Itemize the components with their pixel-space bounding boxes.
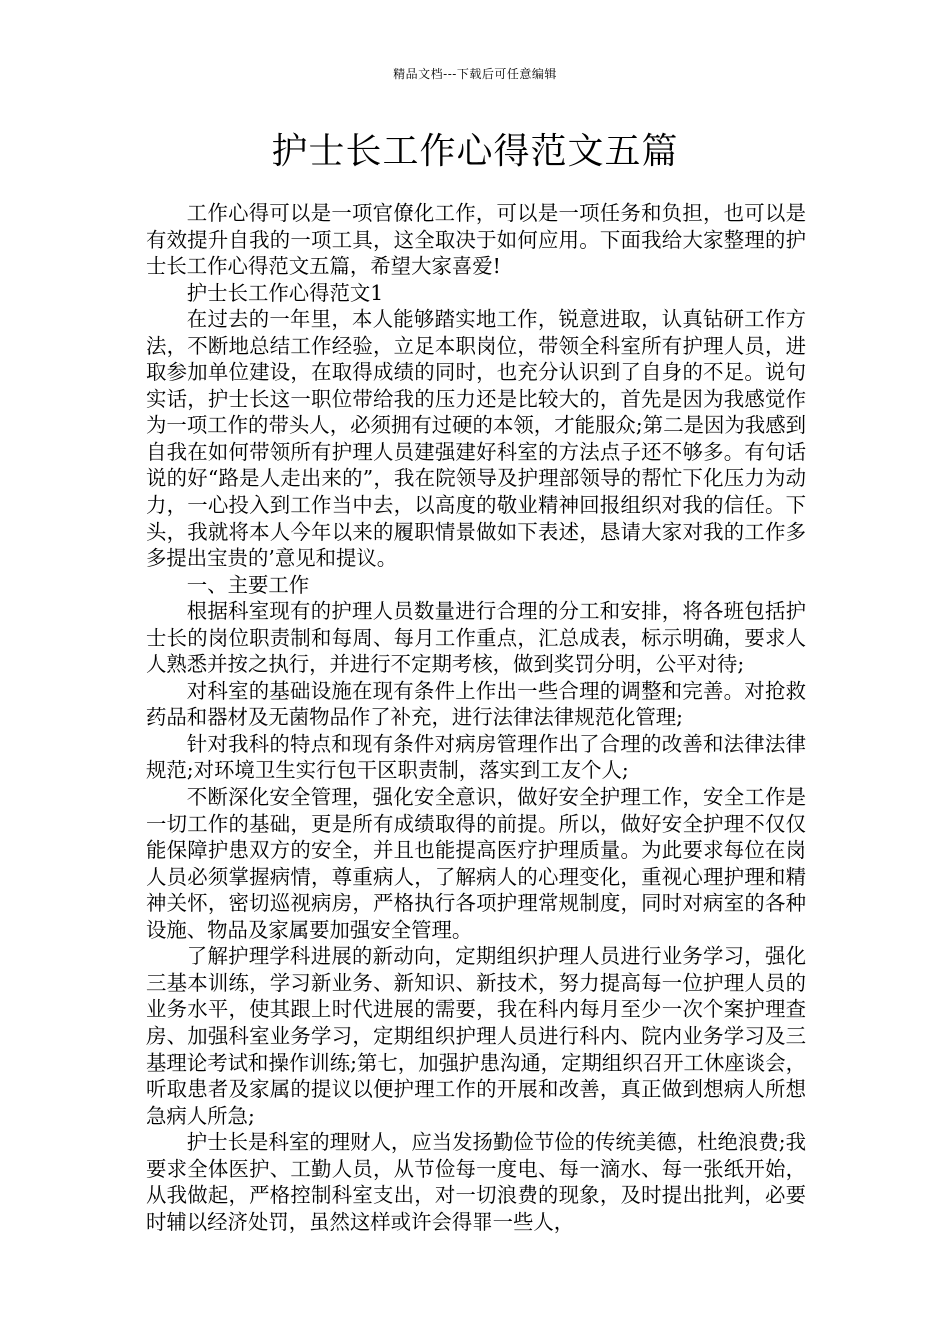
paragraph: 护士长是科室的理财人，应当发扬勤俭节俭的传统美德，杜绝浪费;我要求全体医护、工勤人员，从节俭每一度电、每一滴水、每一张纸开始，从我做起，严格控制科室支出，对一切浪费的现象，及时提出批判，必要时辅以经济处罚，虽然这样或许会得罪一些人， [146,1130,806,1234]
paragraph: 针对我科的特点和现有条件对病房管理作出了合理的改善和法律法律规范;对环境卫生实行包干区职责制，落实到工友个人; [146,731,806,783]
page-header-note: 精品文档---下载后可任意编辑 [393,67,557,81]
document-title: 护士长工作心得范文五篇 [271,131,679,172]
paragraph: 在过去的一年里，本人能够踏实地工作，锐意进取，认真钻研工作方法，不断地总结工作经验，立足本职岗位，带领全科室所有护理人员，进取参加单位建设，在取得成绩的同时，也充分认识到了自身的不足。说句实话，护士长这一职位带给我的压力还是比较大的，首先是因为我感觉作为一项工作的带头人，必须拥有过硬的本领，才能服众;第二是因为我感到自我在如何带领所有护理人员建强建好科室的方法点子还不够多。有句话说的好“路是人走出来的”，我在院领导及护理部领导的帮忙下化压力为动力，一心投入到工作当中去，以高度的敬业精神回报组织对我的信任。下头，我就将本人今年以来的履职情景做如下表述，恳请大家对我的工作多多提出宝贵的’意见和提议。 [146,307,806,571]
section-heading-sample-1: 护士长工作心得范文1 [186,280,384,305]
section-heading-main-work: 一、主要工作 [186,572,310,597]
paragraph: 根据科室现有的护理人员数量进行合理的分工和安排，将各班包括护士长的岗位职责制和每周、每月工作重点，汇总成表，标示明确，要求人人熟悉并按之执行，并进行不定期考核，做到奖罚分明，公平对待; [146,599,806,677]
paragraph-intro: 工作心得可以是一项官僚化工作，可以是一项任务和负担，也可以是有效提升自我的一项工具，这全取决于如何应用。下面我给大家整理的护士长工作心得范文五篇，希望大家喜爱! [146,201,806,279]
paragraph: 了解护理学科进展的新动向，定期组织护理人员进行业务学习，强化三基本训练，学习新业务、新知识、新技术，努力提高每一位护理人员的业务水平，使其跟上时代进展的需要，我在科内每月至少一次个案护理查房、加强科室业务学习，定期组织护理人员进行科内、院内业务学习及三基理论考试和操作训练;第七，加强护患沟通，定期组织召开工休座谈会，听取患者及家属的提议以便护理工作的开展和改善，真正做到想病人所想急病人所急; [146,944,806,1128]
paragraph: 不断深化安全管理，强化安全意识，做好安全护理工作，安全工作是一切工作的基础，更是所有成绩取得的前提。所以，做好安全护理不仅仅能保障护患双方的安全，并且也能提高医疗护理质量。为此要求每位在岗人员必须掌握病情，尊重病人，了解病人的心理变化，重视心理护理和精神关怀，密切巡视病房，严格执行各项护理常规制度，同时对病室的各种设施、物品及家属要加强安全管理。 [146,785,806,942]
paragraph: 对科室的基础设施在现有条件上作出一些合理的调整和完善。对抢救药品和器材及无菌物品作了补充，进行法律法律规范化管理; [146,678,806,730]
document-body [146,200,806,1235]
